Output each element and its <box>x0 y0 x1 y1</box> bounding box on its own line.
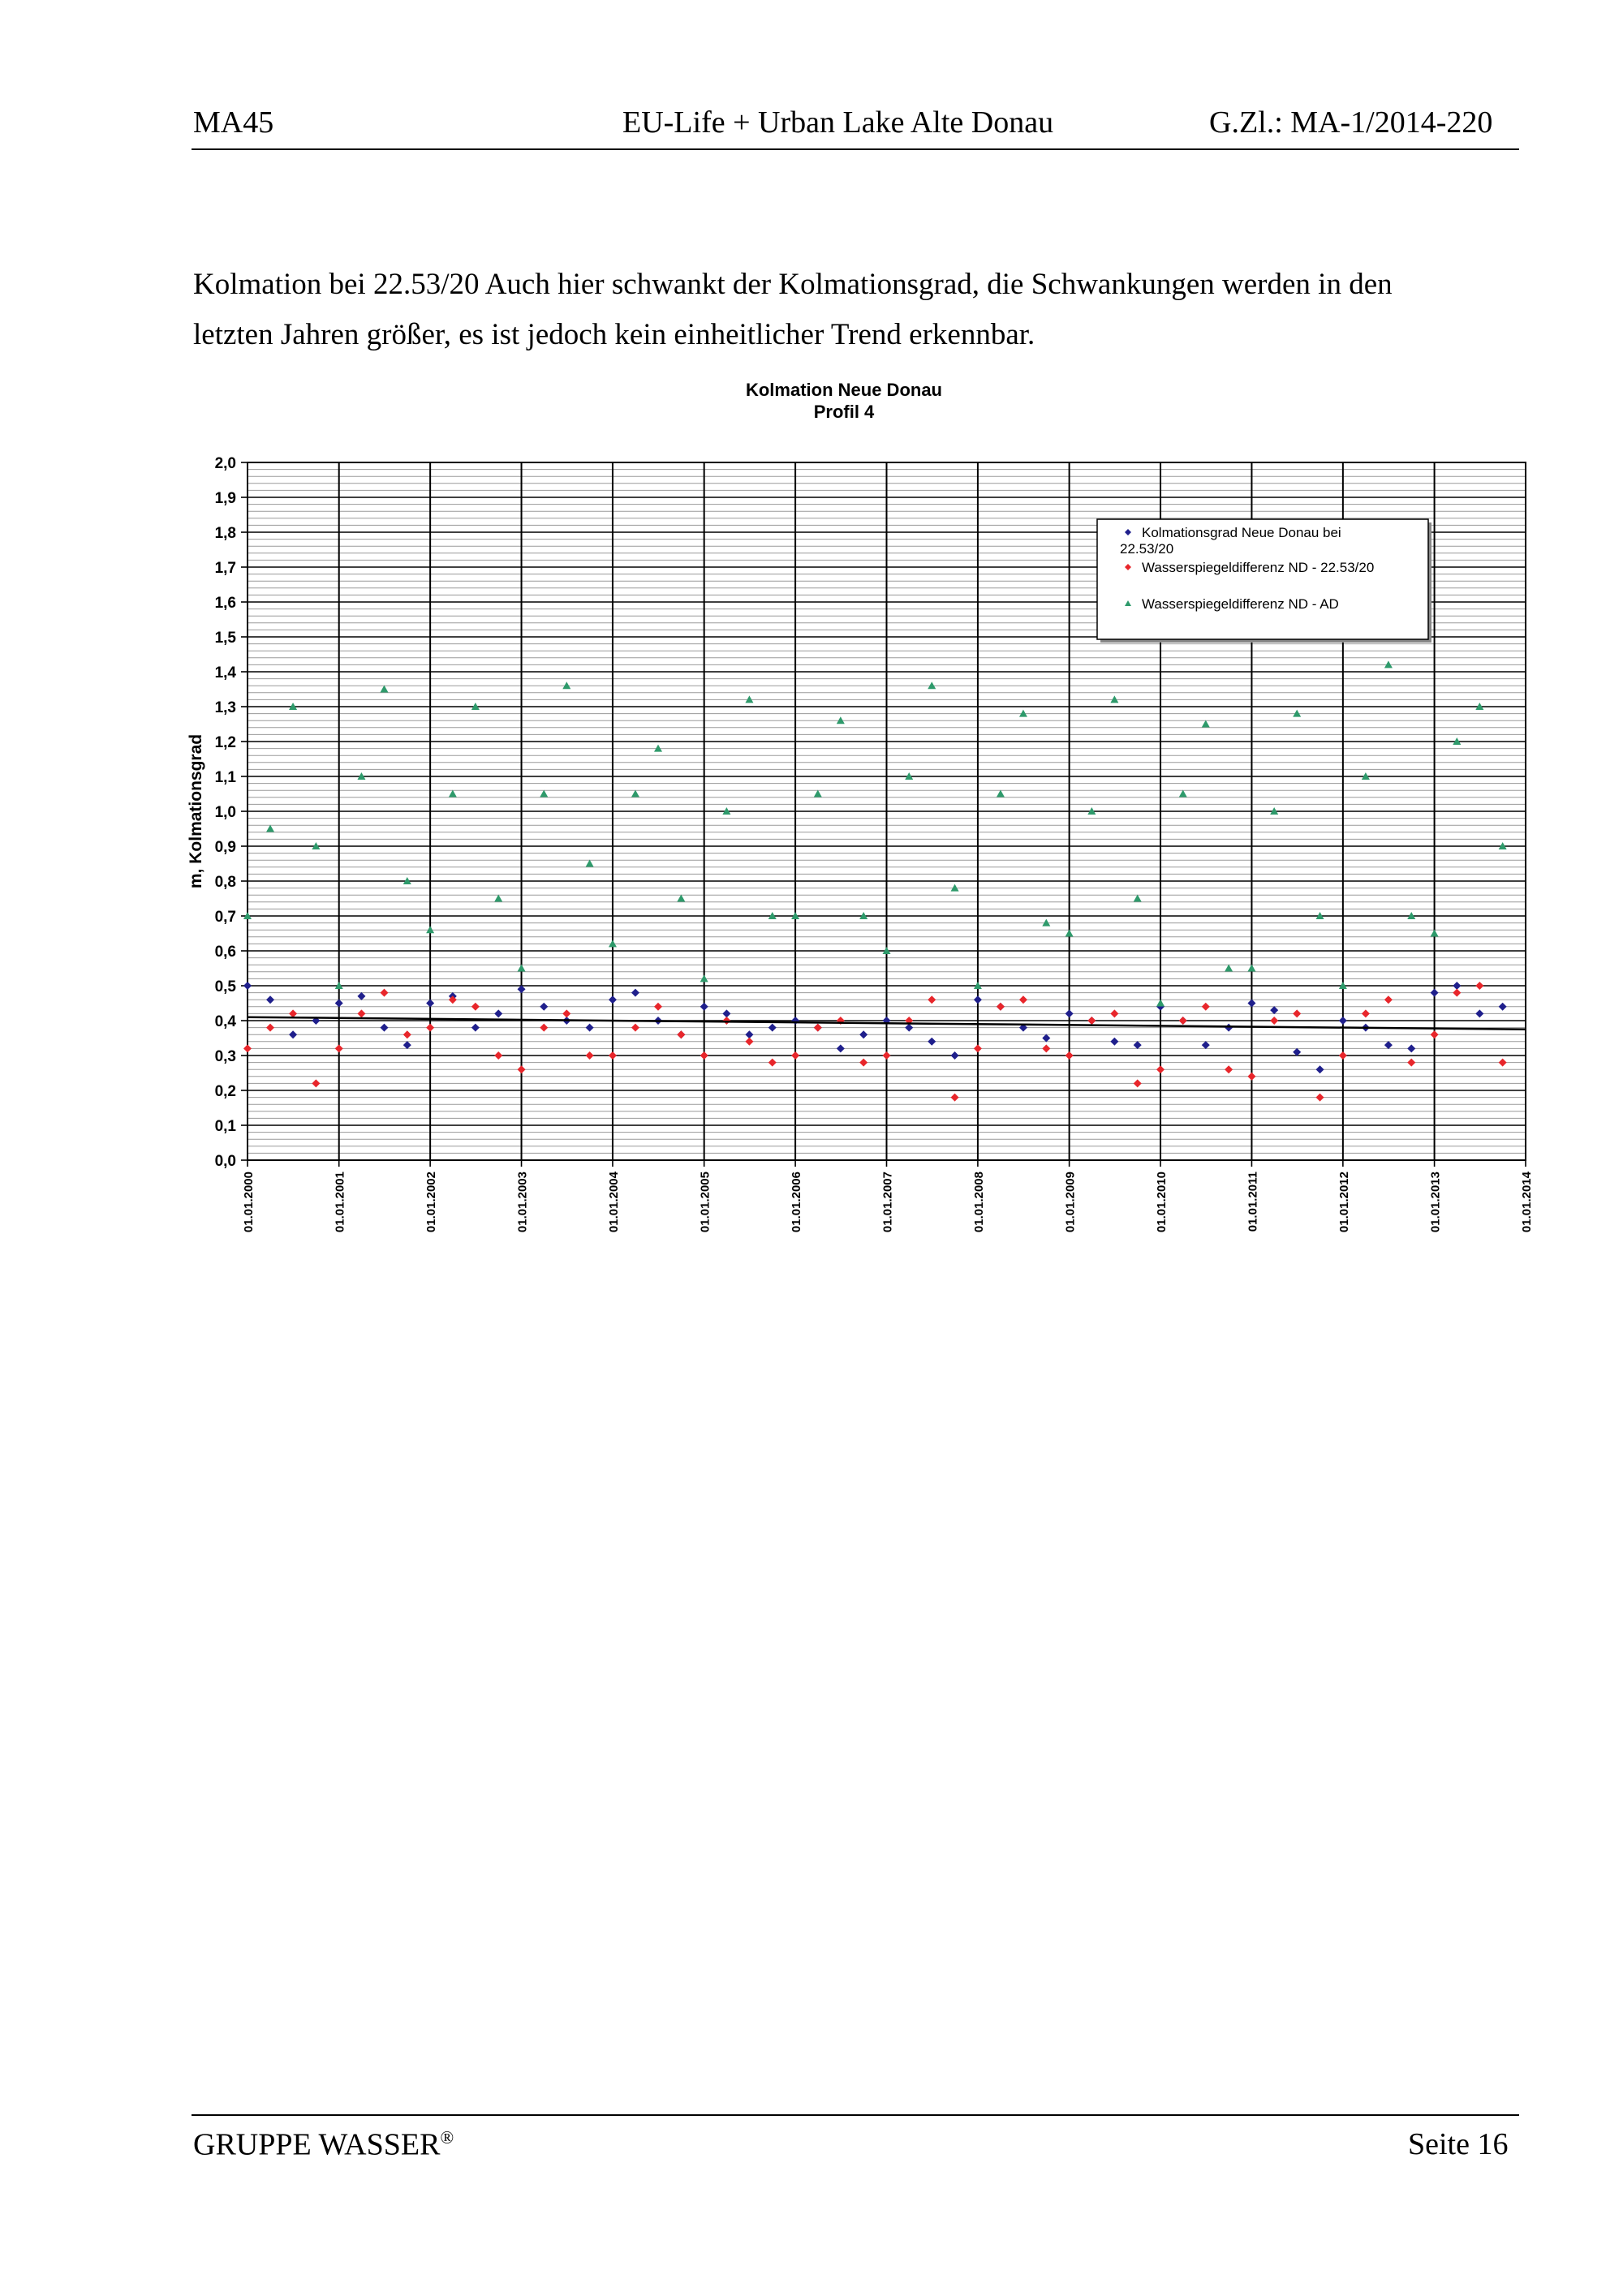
y-tick-label: 0,2 <box>214 1083 236 1100</box>
footer-rule <box>192 2114 1519 2116</box>
x-tick-label-group <box>1246 1172 1259 1232</box>
y-tick-label: 0,3 <box>214 1048 236 1065</box>
x-tick-label-group <box>790 1172 803 1232</box>
x-tick-label-group <box>1520 1171 1534 1232</box>
kolmation-chart <box>162 369 1558 1262</box>
x-tick-label-group <box>1337 1172 1351 1232</box>
chart-subtitle: Profil 4 <box>813 402 875 422</box>
y-tick-label: 1,0 <box>214 804 236 821</box>
x-tick-label: 01.01.2011 <box>1246 1172 1260 1232</box>
y-tick-label: 1,5 <box>214 630 236 647</box>
y-axis-label-group <box>187 734 205 888</box>
y-tick-label: 1,8 <box>214 525 236 542</box>
y-tick-label: 0,5 <box>214 978 236 995</box>
registered-mark: ® <box>440 2127 454 2148</box>
y-tick-label: 0,4 <box>214 1013 236 1030</box>
x-tick-label-group <box>881 1172 895 1232</box>
x-tick-label: 01.01.2007 <box>880 1172 895 1233</box>
x-tick-label: 01.01.2002 <box>424 1172 439 1233</box>
x-tick-label-group <box>699 1172 712 1232</box>
x-tick-label-group <box>1064 1172 1078 1232</box>
x-tick-label: 01.01.2003 <box>515 1172 530 1233</box>
x-tick-label-group <box>242 1172 256 1232</box>
footer-page-number: Seite 16 <box>1408 2127 1509 2161</box>
x-tick-label: 01.01.2014 <box>1520 1172 1534 1233</box>
legend-label: Kolmationsgrad Neue Donau bei <box>1142 525 1341 540</box>
x-tick-label: 01.01.2004 <box>606 1172 621 1233</box>
x-tick-label-group <box>424 1172 438 1232</box>
x-tick-label: 01.01.2006 <box>790 1172 804 1233</box>
header-center: EU-Life + Urban Lake Alte Donau <box>622 105 1054 140</box>
y-tick-label: 1,1 <box>214 769 236 786</box>
x-tick-label-group <box>334 1172 347 1232</box>
x-tick-label-group <box>516 1172 530 1232</box>
x-tick-label: 01.01.2010 <box>1155 1172 1169 1233</box>
legend-label: Wasserspiegeldifferenz ND - AD <box>1142 596 1339 612</box>
x-tick-label: 01.01.2013 <box>1428 1172 1443 1233</box>
legend-label: Wasserspiegeldifferenz ND - 22.53/20 <box>1142 560 1375 575</box>
legend <box>1097 519 1431 643</box>
y-tick-label: 1,6 <box>214 595 236 612</box>
x-tick-label-group <box>1155 1172 1169 1232</box>
y-tick-label: 2,0 <box>214 455 236 472</box>
y-tick-label: 1,9 <box>214 490 236 507</box>
y-tick-label: 0,6 <box>214 944 236 961</box>
y-tick-label: 0,8 <box>214 874 236 891</box>
y-tick-label: 1,7 <box>214 560 236 577</box>
body-text-line-2: letzten Jahren größer, es ist jedoch kein einheitlicher Trend erkennbar. <box>193 318 1035 351</box>
x-tick-label-group <box>1429 1172 1443 1232</box>
footer-org: GRUPPE WASSER <box>193 2127 441 2162</box>
x-tick-label: 01.01.2001 <box>333 1172 347 1233</box>
y-axis-label: m, Kolmationsgrad <box>187 733 205 889</box>
x-tick-label: 01.01.2008 <box>971 1172 986 1233</box>
x-tick-label: 01.01.2000 <box>242 1172 256 1233</box>
y-tick-label: 1,4 <box>214 664 236 681</box>
y-tick-label: 1,3 <box>214 699 236 716</box>
x-tick-label-group <box>972 1172 986 1232</box>
x-tick-label: 01.01.2009 <box>1063 1172 1078 1233</box>
header-rule <box>192 148 1519 150</box>
footer-left <box>193 2129 454 2161</box>
y-tick-label: 0,9 <box>214 839 236 856</box>
chart-title: Kolmation Neue Donau <box>745 380 943 400</box>
y-tick-label: 0,0 <box>214 1153 236 1170</box>
x-tick-label: 01.01.2005 <box>698 1172 712 1233</box>
header-left: MA45 <box>193 105 274 140</box>
y-tick-label: 0,7 <box>214 909 236 926</box>
x-tick-label: 01.01.2012 <box>1337 1172 1351 1233</box>
y-tick-label: 1,2 <box>214 734 236 751</box>
y-tick-label: 0,1 <box>214 1118 236 1135</box>
legend-label: 22.53/20 <box>1120 541 1174 557</box>
header-right: G.Zl.: MA-1/2014-220 <box>1209 105 1493 140</box>
body-text-line-1: Kolmation bei 22.53/20 Auch hier schwankt der Kolmationsgrad, die Schwankungen werden in den <box>193 268 1393 301</box>
x-tick-label-group <box>607 1171 621 1232</box>
